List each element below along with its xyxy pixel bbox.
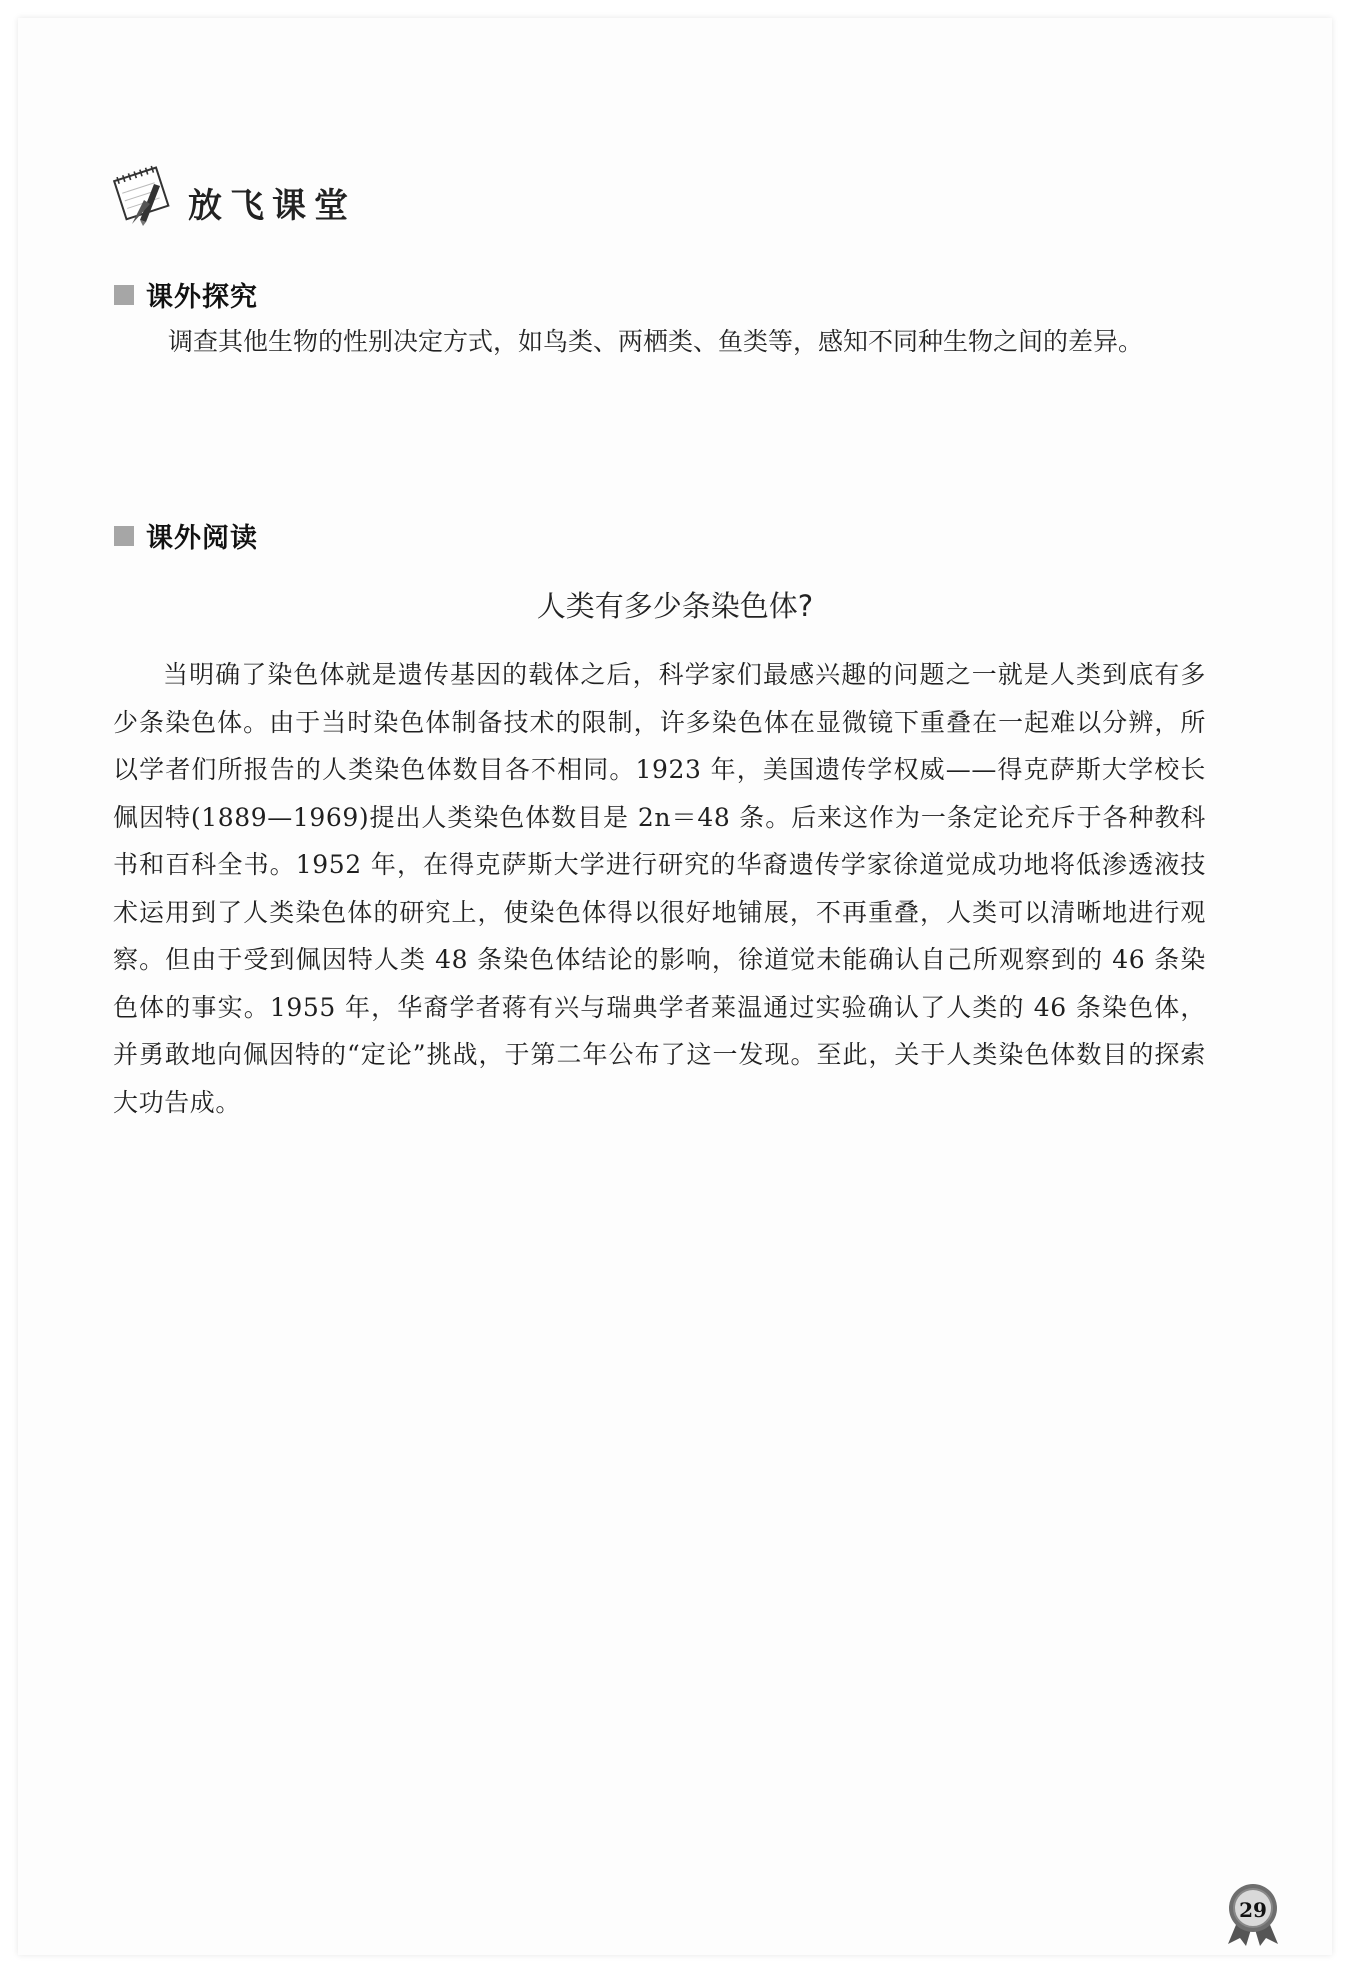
explore-body-text: 调查其他生物的性别决定方式，如鸟类、两栖类、鱼类等，感知不同种生物之间的差异。 <box>168 327 1144 356</box>
series-brand <box>110 160 356 230</box>
article-body <box>113 651 1206 1126</box>
notebook-pencil-icon <box>110 160 182 230</box>
explore-section-heading <box>114 275 258 314</box>
page-number: 29 <box>1239 1898 1267 1922</box>
article-paragraph: 当明确了染色体就是遗传基因的载体之后，科学家们最感兴趣的问题之一就是人类到底有多少条染色体。由于当时染色体制备技术的限制，许多染色体在显微镜下重叠在一起难以分辨，所以学者们所报告的人类染色体数目各不相同。1923 年，美国遗传学权威——得克萨斯大学校长佩因特(1889—1969)提出人类染色体数目是 2n＝48 条。后来这作为一条定论充斥于各种教科书和百科全书。1952 年，在得克萨斯大学进行研究的华裔遗传学家徐道觉成功地将低渗透液技术运用到了人类染色体的研究上，使染色体得以很好地铺展，不再重叠，人类可以清晰地进行观察。但由于受到佩因特人类 48 条染色体结论的影响，徐道觉未能确认自己所观察到的 46 条染色体的事实。1955 年，华裔学者蒋有兴与瑞典学者莱温通过实验确认了人类的 46 条染色体，并勇敢地向佩因特的“定论”挑战，于第二年公布了这一发现。至此，关于人类染色体数目的探索大功告成。 <box>113 660 1206 1117</box>
reading-heading-text: 课外阅读 <box>146 523 258 554</box>
brand-title: 放飞课堂 <box>188 185 356 226</box>
article-title: 人类有多少条染色体? <box>536 589 814 623</box>
heading-square-icon <box>114 526 134 546</box>
page-number-badge <box>1220 1880 1286 1946</box>
heading-square-icon <box>114 285 134 305</box>
explore-heading-text: 课外探究 <box>146 282 258 313</box>
reading-section-heading <box>114 516 258 555</box>
